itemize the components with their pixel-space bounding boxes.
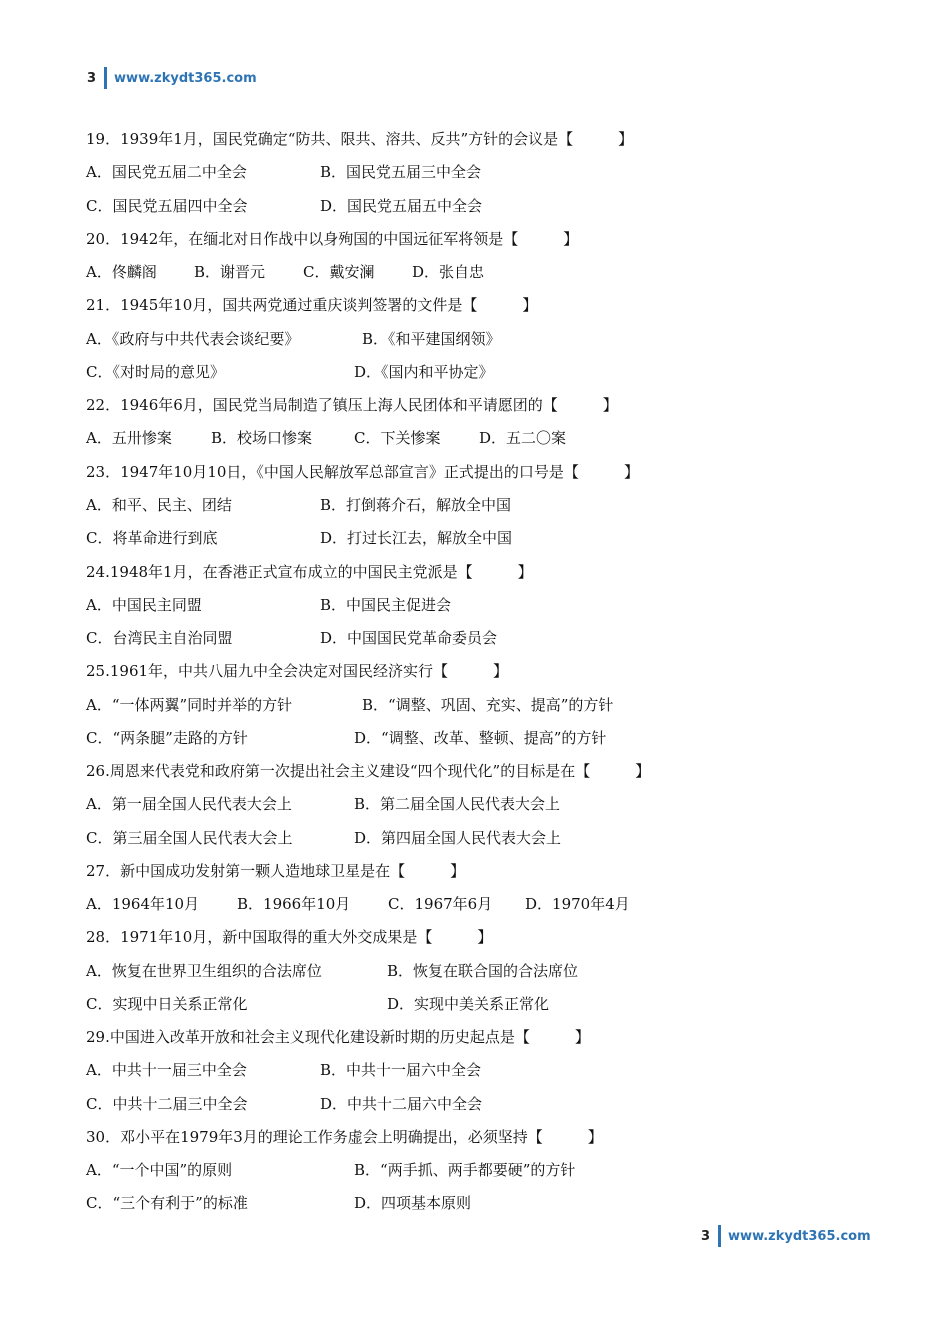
option-b: B．谢晋元 bbox=[194, 263, 266, 281]
options-row bbox=[86, 1058, 482, 1082]
option-c: C．第三届全国人民代表大会上 bbox=[86, 829, 293, 847]
option-d: D．“调整、改革、整顿、提高”的方针 bbox=[354, 729, 607, 747]
option-c: C．1967年6月 bbox=[388, 895, 493, 913]
option-a: A．《政府与中共代表会谈纪要》 bbox=[86, 330, 300, 348]
options-row bbox=[86, 626, 498, 650]
option-d: D．打过长江去，解放全中国 bbox=[320, 529, 513, 547]
option-d: D．实现中美关系正常化 bbox=[387, 995, 550, 1013]
question-stem-20: 20．1942年，在缅北对日作战中以身殉国的中国远征军将领是【 】 bbox=[86, 230, 579, 248]
options-row bbox=[86, 260, 485, 284]
option-d: D．《国内和平协定》 bbox=[354, 363, 494, 381]
options-row bbox=[86, 792, 561, 816]
options-row bbox=[86, 160, 482, 184]
options-row bbox=[86, 693, 614, 717]
option-c: C．下关惨案 bbox=[354, 429, 441, 447]
option-d: D．中共十二届六中全会 bbox=[320, 1095, 483, 1113]
option-b: B．1966年10月 bbox=[237, 895, 351, 913]
option-b: B．国民党五届三中全会 bbox=[320, 163, 482, 181]
options-row bbox=[86, 959, 579, 983]
option-c: C．中共十二届三中全会 bbox=[86, 1095, 248, 1113]
option-a: A．五卅惨案 bbox=[86, 429, 172, 447]
question-stem-25: 25.1961年，中共八届九中全会决定对国民经济实行【 】 bbox=[86, 662, 509, 680]
options-row bbox=[86, 526, 513, 550]
options-row bbox=[86, 1092, 483, 1116]
header-page-number: 3 bbox=[87, 70, 97, 86]
options-row bbox=[86, 1191, 472, 1215]
question-stem-28: 28．1971年10月，新中国取得的重大外交成果是【 】 bbox=[86, 928, 493, 946]
option-b: B．“调整、巩固、充实、提高”的方针 bbox=[362, 696, 614, 714]
option-b: B．中国民主促进会 bbox=[320, 596, 452, 614]
option-c: C．台湾民主自治同盟 bbox=[86, 629, 233, 647]
option-c: C．戴安澜 bbox=[303, 263, 375, 281]
options-row bbox=[86, 992, 550, 1016]
options-row bbox=[86, 327, 501, 351]
option-c: C．《对时局的意见》 bbox=[86, 363, 225, 381]
option-a: A．中共十一届三中全会 bbox=[86, 1061, 247, 1079]
option-d: D．1970年4月 bbox=[525, 895, 630, 913]
question-stem-24: 24.1948年1月，在香港正式宣布成立的中国民主党派是【 】 bbox=[86, 563, 533, 581]
option-a: A．佟麟阁 bbox=[86, 263, 157, 281]
options-row bbox=[86, 360, 494, 384]
footer-site-link[interactable]: www.zkydt365.com bbox=[728, 1228, 871, 1244]
option-a: A．和平、民主、团结 bbox=[86, 496, 232, 514]
option-b: B．“两手抓、两手都要硬”的方针 bbox=[354, 1161, 576, 1179]
option-d: D．五二〇案 bbox=[479, 429, 567, 447]
option-a: A．国民党五届二中全会 bbox=[86, 163, 247, 181]
header-divider bbox=[104, 67, 107, 89]
options-row bbox=[86, 493, 512, 517]
option-b: B．第二届全国人民代表大会上 bbox=[354, 795, 561, 813]
options-row bbox=[86, 892, 630, 916]
option-b: B．恢复在联合国的合法席位 bbox=[387, 962, 579, 980]
options-row bbox=[86, 826, 562, 850]
option-c: C．将革命进行到底 bbox=[86, 529, 218, 547]
options-row bbox=[86, 593, 452, 617]
option-a: A．恢复在世界卫生组织的合法席位 bbox=[86, 962, 322, 980]
question-stem-29: 29.中国进入改革开放和社会主义现代化建设新时期的历史起点是【 】 bbox=[86, 1028, 590, 1046]
option-c: C．国民党五届四中全会 bbox=[86, 197, 248, 215]
page-header bbox=[87, 67, 257, 89]
option-b: B．中共十一届六中全会 bbox=[320, 1061, 482, 1079]
option-b: B．校场口惨案 bbox=[211, 429, 313, 447]
options-row bbox=[86, 726, 607, 750]
option-a: A．“一个中国”的原则 bbox=[86, 1161, 233, 1179]
option-d: D．第四届全国人民代表大会上 bbox=[354, 829, 562, 847]
option-c: C．“三个有利于”的标准 bbox=[86, 1194, 248, 1212]
question-stem-19: 19．1939年1月，国民党确定“防共、限共、溶共、反共”方针的会议是【 】 bbox=[86, 130, 634, 148]
question-stem-27: 27．新中国成功发射第一颗人造地球卫星是在【 】 bbox=[86, 862, 466, 880]
options-row bbox=[86, 1158, 576, 1182]
question-stem-26: 26.周恩来代表党和政府第一次提出社会主义建设“四个现代化”的目标是在【 】 bbox=[86, 762, 651, 780]
header-site-link[interactable]: www.zkydt365.com bbox=[114, 70, 257, 86]
footer-divider bbox=[718, 1225, 721, 1247]
option-d: D．国民党五届五中全会 bbox=[320, 197, 483, 215]
option-a: A．第一届全国人民代表大会上 bbox=[86, 795, 292, 813]
footer-page-number: 3 bbox=[701, 1228, 711, 1244]
option-a: A．中国民主同盟 bbox=[86, 596, 202, 614]
option-b: B．打倒蒋介石，解放全中国 bbox=[320, 496, 512, 514]
option-c: C．实现中日关系正常化 bbox=[86, 995, 248, 1013]
page-footer bbox=[701, 1225, 871, 1247]
options-row bbox=[86, 194, 483, 218]
option-d: D．张自忠 bbox=[412, 263, 485, 281]
option-a: A．“一体两翼”同时并举的方针 bbox=[86, 696, 293, 714]
question-stem-21: 21．1945年10月，国共两党通过重庆谈判签署的文件是【 】 bbox=[86, 296, 538, 314]
options-row bbox=[86, 426, 567, 450]
option-c: C．“两条腿”走路的方针 bbox=[86, 729, 248, 747]
question-stem-30: 30．邓小平在1979年3月的理论工作务虚会上明确提出，必须坚持【 】 bbox=[86, 1128, 603, 1146]
option-d: D．中国国民党革命委员会 bbox=[320, 629, 498, 647]
option-d: D．四项基本原则 bbox=[354, 1194, 472, 1212]
question-stem-23: 23．1947年10月10日，《中国人民解放军总部宣言》正式提出的口号是【 】 bbox=[86, 463, 639, 481]
option-a: A．1964年10月 bbox=[86, 895, 200, 913]
option-b: B．《和平建国纲领》 bbox=[362, 330, 501, 348]
question-stem-22: 22．1946年6月，国民党当局制造了镇压上海人民团体和平请愿团的【 】 bbox=[86, 396, 618, 414]
